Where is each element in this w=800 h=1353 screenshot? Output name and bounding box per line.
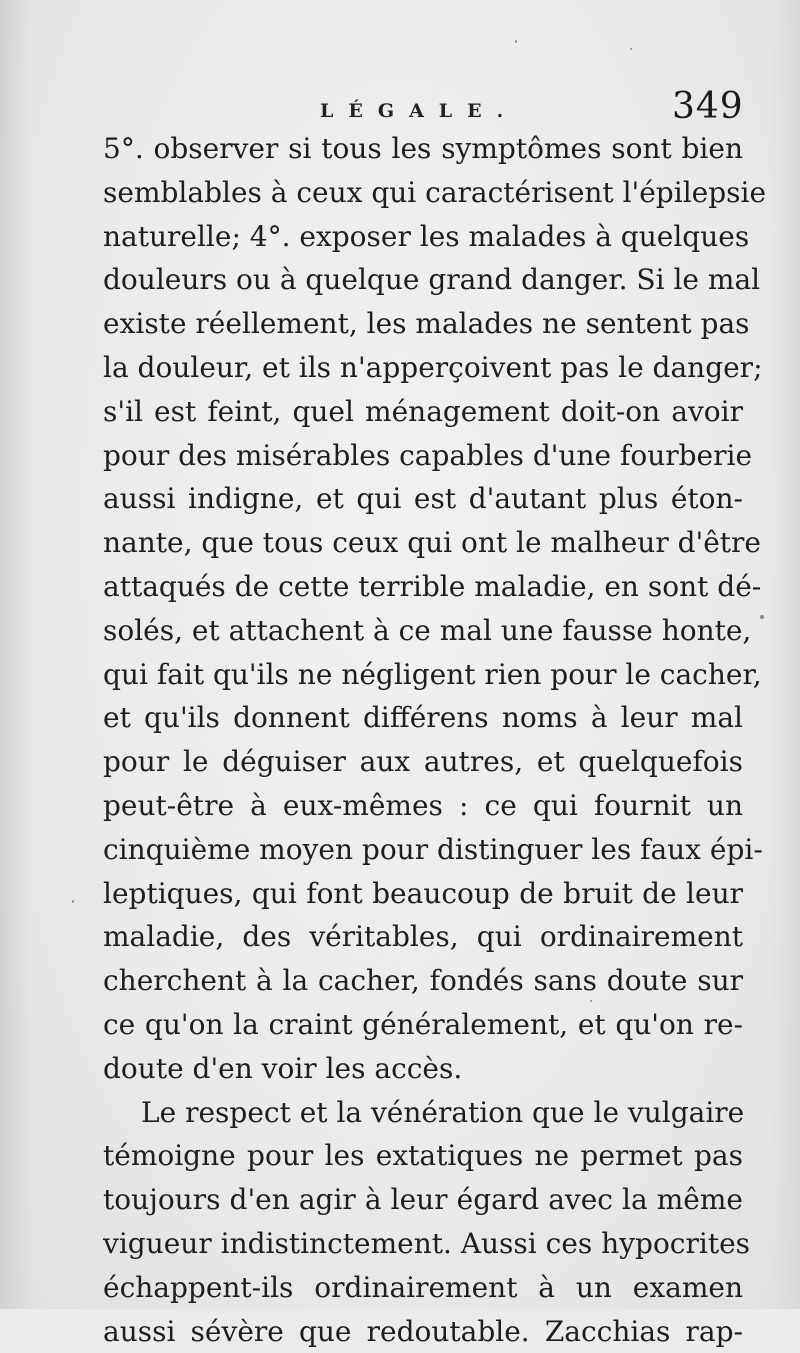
paragraph-end-line: doute d'en voir les accès. — [103, 1051, 463, 1085]
ink-speck — [515, 40, 517, 43]
text-line: pour le déguiser aux autres, et quelquefois — [103, 745, 743, 779]
text-line: maladie, des véritables, qui ordinairement — [103, 920, 743, 954]
text-line: s'il est feint, quel ménagement doit-on avoir — [103, 394, 743, 428]
text-line: naturelle; 4°. exposer les malades à quelques — [103, 219, 750, 253]
text-line: attaqués de cette terrible maladie, en sont dé- — [103, 569, 762, 603]
text-line: ce qu'on la craint généralement, et qu'on re- — [103, 1007, 743, 1041]
text-line: pour des misérables capables d'une fourberie — [103, 438, 753, 472]
ink-speck — [760, 615, 764, 619]
text-line: nante, que tous ceux qui ont le malheur d'être — [103, 526, 761, 560]
text-line: cinquième moyen pour distinguer les faux épi- — [103, 832, 763, 866]
text-line: leptiques, qui font beaucoup de bruit de leur — [103, 876, 743, 910]
text-line: cherchent à la cacher, fondés sans doute sur — [103, 964, 743, 998]
ink-speck — [590, 1000, 592, 1002]
text-line: et qu'ils donnent différens noms à leur mal — [103, 701, 743, 735]
text-line: vigueur indistinctement. Aussi ces hypocrites — [103, 1226, 751, 1260]
ink-speck — [630, 48, 632, 50]
text-line: qui fait qu'ils ne négligent rien pour le cacher, — [103, 657, 762, 691]
paragraph-start-line: Le respect et la vénération que le vulgaire — [141, 1095, 745, 1129]
text-line: témoigne pour les extatiques ne permet pas — [103, 1139, 743, 1173]
page-number: 349 — [672, 86, 744, 127]
text-line: toujours d'en agir à leur égard avec la même — [103, 1183, 743, 1217]
body-text — [103, 127, 767, 1353]
text-line: aussi indigne, et qui est d'autant plus éton- — [103, 482, 743, 516]
text-line: solés, et attachent à ce mal une fausse honte, — [103, 613, 752, 647]
text-line: peut-être à eux-mêmes : ce qui fournit un — [103, 788, 743, 822]
text-line: existe réellement, les malades ne sentent pas — [103, 307, 750, 341]
text-line: semblables à ceux qui caractérisent l'épilepsie — [103, 175, 767, 209]
ink-speck — [72, 900, 74, 903]
running-head: LÉGALE. — [320, 100, 519, 122]
text-line: aussi sévère que redoutable. Zacchias rap- — [103, 1314, 743, 1348]
text-line: échappent-ils ordinairement à un examen — [103, 1270, 743, 1304]
text-line: douleurs ou à quelque grand danger. Si le mal — [103, 263, 761, 297]
text-line: la douleur, et ils n'apperçoivent pas le danger; — [103, 350, 763, 384]
text-line: 5°. observer si tous les symptômes sont bien — [103, 132, 743, 165]
